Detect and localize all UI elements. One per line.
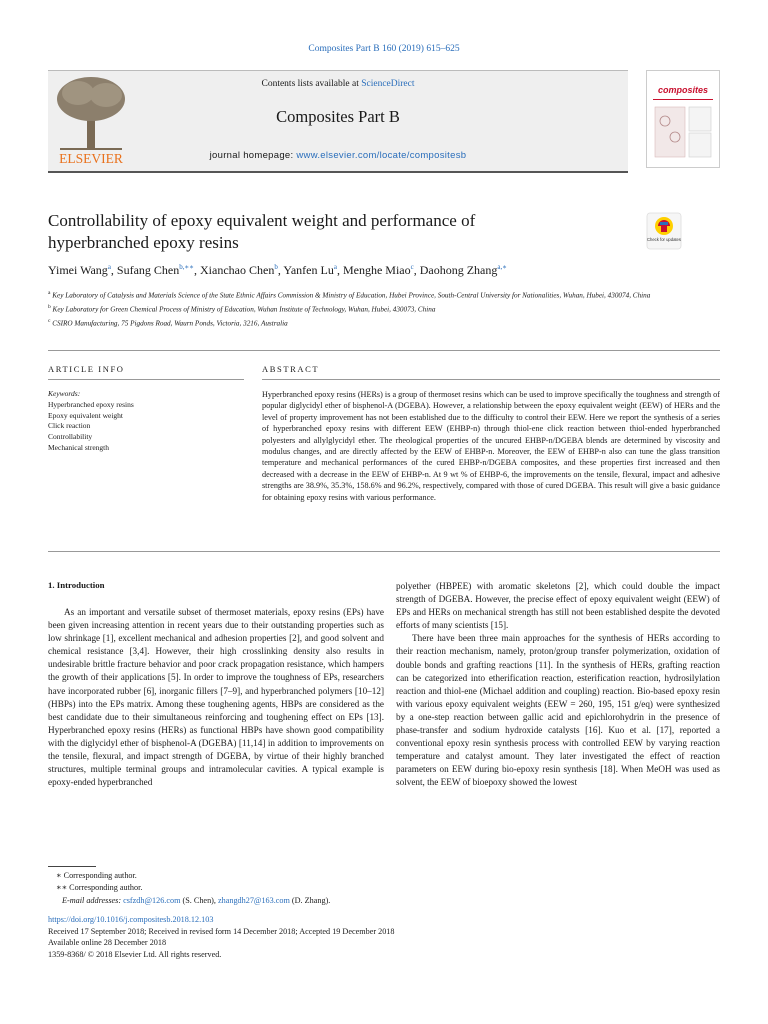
affiliations bbox=[48, 288, 698, 330]
affiliation: $^b$ Key Laboratory for Green Chemical Process of Ministry of Education, Wuhan Institute of Technology, Wuhan, Hubei, 430073, China bbox=[48, 303, 436, 314]
author[interactable]: Yimei Wang$^a$ bbox=[48, 263, 111, 277]
author[interactable]: Sufang Chen$^{b,∗∗}$ bbox=[116, 263, 195, 277]
divider bbox=[48, 350, 720, 351]
email-addresses: E-mail addresses: csfzdh@126.com (S. Chen), zhangdh27@163.com (D. Zhang). bbox=[62, 895, 331, 905]
email-link[interactable]: csfzdh@126.com bbox=[123, 895, 181, 905]
journal-citation-link[interactable]: Composites Part B 160 (2019) 615–625 bbox=[308, 44, 460, 54]
keyword: Hyperbranched epoxy resins bbox=[48, 399, 134, 409]
keyword: Controllability bbox=[48, 432, 93, 442]
footnotes bbox=[48, 870, 548, 907]
author[interactable]: Daohong Zhang$^{a,∗}$ bbox=[419, 263, 507, 277]
journal-cover-image[interactable] bbox=[646, 70, 720, 168]
keyword: Click reaction bbox=[48, 421, 91, 431]
body-column-right bbox=[396, 580, 720, 790]
keywords-block bbox=[48, 389, 244, 454]
available-online: Available online 28 December 2018 bbox=[48, 938, 167, 948]
introduction-heading: 1. Introduction bbox=[48, 580, 105, 590]
affiliation: $^a$ Key Laboratory of Catalysis and Materials Science of the State Ethnic Affairs Commission & Ministry of Education, Hubei Province, South-Central University for Nationalities, Wuhan, Hubei, 430074, China bbox=[48, 290, 651, 300]
body-column-left bbox=[48, 606, 384, 789]
divider bbox=[262, 379, 720, 380]
contents-line bbox=[48, 79, 628, 89]
title-line-2: hyperbranched epoxy resins bbox=[48, 233, 239, 252]
journal-name: Composites Part B bbox=[276, 107, 400, 126]
affiliation: $^c$ CSIRO Manufacturing, 75 Pigdons Road, Waurn Ponds, Victoria, 3216, Australia bbox=[48, 317, 288, 328]
abstract-heading: ABSTRACT bbox=[262, 364, 320, 374]
divider bbox=[48, 379, 244, 380]
publication-info bbox=[48, 914, 608, 960]
homepage-line bbox=[48, 150, 628, 161]
author[interactable]: Yanfen Lu$^a$ bbox=[283, 263, 337, 277]
author[interactable]: Xianchao Chen$^b$ bbox=[200, 263, 278, 277]
received-dates: Received 17 September 2018; Received in revised form 14 December 2018; Accepted 19 December 2018 bbox=[48, 926, 395, 936]
paragraph: As an important and versatile subset of thermoset materials, epoxy resins (EPs) have been given increasing attention in recent years due to their outstanding properties such as low shrinkage [1], excellent mechanical and adhesion properties [2], and good solvent and chemical resistance [3,4]. However, their high crosslinking density also results in undesirable brittle fracture behavior and poor crack propagation resistance, which hampers the growth of their applications [5]. In order to improve the toughness of EPs, researchers have incorporated rubber [6], inorganic fillers [7–9], and hyperbranched polymers [10–12] (HBPs) into the EPs matrix. Among these toughening agents, HBPs are considered as the best candidate due to their simultaneous reinforcing and toughening effect on EPs [13]. Hyperbranched epoxy resins (HERs) as functional HBPs have shown good compatibility with the diglycidyl ether of bisphenol-A (DGEBA) [11,14] in addition to improvements on the tensile, flexural, and impact strength of DGEBA, by virtue of their highly branched structures, multiple terminal groups and intramolecular cavities. A typical example is epoxy-ended hyperbranched bbox=[48, 607, 384, 788]
keyword: Mechanical strength bbox=[48, 442, 110, 452]
abstract-text: Hyperbranched epoxy resins (HERs) is a group of thermoset resins which can be used to improve specifically the toughness and strength of popular diglycidyl ether of bisphenol-A (DGEBA). However, a relationship between the epoxy equivalent weight (EEW) of HERs and the level of property improvement has not been established due to the difficulty to control their EEW. Here we report the synthesis of a series of hyperbranched epoxy resins with different EEW (EHBP-n) through thiol-ene click reaction between thiol-ended hyperbranched polyesters and allylglycidyl ether. The rheological properties of the uncured EHBP-n/DGEBA blends are determined by viscosity and modulus changes, and are directly affected by the EEW of EHBP-n. Moreover, the EEW of EHBP-n also can tune the glass transition temperature and mechanical performances of the cured EHBP-n/DGEBA composites, and these properties first increased and then decreased with a decrease in the EEW of EHBP-n. At 9 wt % of EHBP-6, the improvements on the tensile, flexural, impact and adhesive strengths are 38.9%, 35.3%, 158.6% and 96.2%, respectively, compared with those of cured DGEBA. This result will give a basic guidance for obtaining epoxy resins with various performance. bbox=[262, 390, 720, 502]
doi-link[interactable]: https://doi.org/10.1016/j.compositesb.2018.12.103 bbox=[48, 915, 214, 924]
copyright: 1359-8368/ © 2018 Elsevier Ltd. All rights reserved. bbox=[48, 949, 222, 959]
corresponding-author-note: ∗ Corresponding author. bbox=[56, 871, 137, 880]
elsevier-wordmark: ELSEVIER bbox=[59, 151, 123, 166]
paragraph: polyether (HBPEE) with aromatic skeletons [2], which could double the impact strength of DGEBA. However, the precise effect of epoxy equivalent weight (EEW) of EPs and HERs on mechanical strength has still not been established despite the devoted efforts of many scientists [15]. bbox=[396, 581, 720, 631]
keyword: Epoxy equivalent weight bbox=[48, 410, 123, 420]
check-for-updates-button[interactable] bbox=[646, 212, 682, 250]
corresponding-author-note: ∗∗ Corresponding author. bbox=[56, 883, 143, 893]
cover-title: composites bbox=[657, 85, 709, 95]
author-list: Yimei Wang$^a$, Sufang Chen$^{b,∗∗}$, Xianchao Chen$^b$, Yanfen Lu$^a$, Menghe Miao$^c$, Daohong Zhang$^{a,∗}$ bbox=[48, 263, 507, 277]
article-info-heading: ARTICLE INFO bbox=[48, 364, 125, 374]
crossmark-icon bbox=[646, 212, 682, 250]
article-title bbox=[48, 210, 608, 254]
keywords-label: Keywords: bbox=[48, 389, 81, 398]
author[interactable]: Menghe Miao$^c$ bbox=[342, 263, 414, 277]
footnote-divider bbox=[48, 866, 96, 867]
contents-prefix: Contents lists available at bbox=[261, 79, 362, 89]
email-link[interactable]: zhangdh27@163.com bbox=[217, 895, 290, 905]
divider bbox=[48, 551, 720, 552]
paragraph: There have been three main approaches for the synthesis of HERs according to their reaction mechanism, namely, proton/group transfer polymerization, oxidation of double bonds and grafting reactions [11]. In the synthesis of HERs, grafting reaction can be categorized into etherification reaction, esterification reaction, hydrosilylation reaction and thiol-ene (Michael addition and coupling) reaction. Bio-based epoxy resin with various epoxy equivalent weights (EEW = 260, 195, 151 g/eq) were synthesized by a one-step reaction between gallic acid and epichlorohydrin in the presence of phase-transfer and sodium hydroxide catalysts [16]. Kuo et al. [17], reported a conventional epoxy resin synthesis process with controlled EEW by varying reaction temperature and catalyst amount. They later investigated the effect of reaction parameters on EEW during bio-epoxy resin synthesis [18]. When MeOH was used as solvent, the EEW of bioepoxy showed the lowest bbox=[396, 633, 720, 788]
homepage-prefix: journal homepage: bbox=[209, 150, 297, 161]
journal-header bbox=[48, 70, 628, 173]
journal-homepage-link[interactable]: www.elsevier.com/locate/compositesb bbox=[296, 150, 467, 161]
title-line-1: Controllability of epoxy equivalent weight and performance of bbox=[48, 211, 476, 230]
check-updates-label: Check for updates bbox=[647, 237, 681, 242]
sciencedirect-link[interactable]: ScienceDirect bbox=[361, 79, 415, 89]
